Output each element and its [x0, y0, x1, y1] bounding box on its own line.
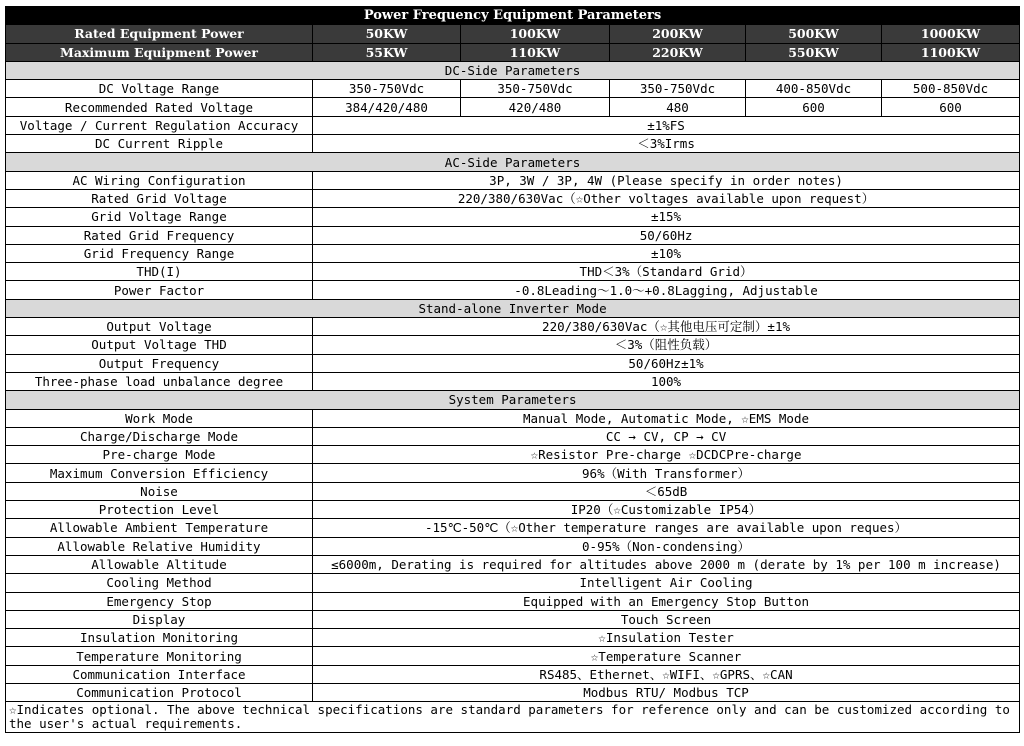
table-row: [6, 80, 1020, 98]
row-label: Grid Frequency Range: [6, 244, 313, 262]
table-row: [6, 574, 1020, 592]
row-label: Pre-charge Mode: [6, 446, 313, 464]
ac-section-header: AC-Side Parameters: [6, 153, 1020, 171]
row-label: Communication Interface: [6, 665, 313, 683]
row-value: ☆Resistor Pre-charge ☆DCDCPre-charge: [313, 446, 1020, 464]
dc-section-row: [6, 61, 1020, 79]
row-label: Communication Protocol: [6, 683, 313, 701]
row-label: Allowable Ambient Temperature: [6, 519, 313, 537]
system-section-header: System Parameters: [6, 391, 1020, 409]
row-label: Work Mode: [6, 409, 313, 427]
dc-section-header: DC-Side Parameters: [6, 61, 1020, 79]
rec-voltage-value: 600: [882, 98, 1020, 116]
max-power-110kw: 110KW: [461, 43, 610, 61]
row-value: 3P, 3W / 3P, 4W (Please specify in order notes): [313, 171, 1020, 189]
dc-voltage-range-label: DC Voltage Range: [6, 80, 313, 98]
dc-voltage-range-value: 350-750Vdc: [313, 80, 461, 98]
table-title: Power Frequency Equipment Parameters: [6, 7, 1020, 25]
rec-voltage-value: 600: [746, 98, 882, 116]
table-row: [6, 116, 1020, 134]
table-row: [6, 501, 1020, 519]
row-label: Allowable Altitude: [6, 555, 313, 573]
table-row: [6, 318, 1020, 336]
row-value: ±15%: [313, 208, 1020, 226]
rated-power-label: Rated Equipment Power: [6, 25, 313, 43]
row-value: THD＜3%（Standard Grid）: [313, 263, 1020, 281]
table-row: [6, 482, 1020, 500]
row-value: Manual Mode, Automatic Mode, ☆EMS Mode: [313, 409, 1020, 427]
rated-power-500kw: 500KW: [746, 25, 882, 43]
table-row: [6, 98, 1020, 116]
row-value: 220/380/630Vac（☆其他电压可定制）±1%: [313, 318, 1020, 336]
table-row: [6, 244, 1020, 262]
dc-voltage-range-value: 350-750Vdc: [610, 80, 746, 98]
accuracy-value: ±1%FS: [313, 116, 1020, 134]
row-label: Allowable Relative Humidity: [6, 537, 313, 555]
row-label: Output Voltage: [6, 318, 313, 336]
accuracy-label: Voltage / Current Regulation Accuracy: [6, 116, 313, 134]
system-section-row: [6, 391, 1020, 409]
row-label: Rated Grid Voltage: [6, 189, 313, 207]
table-row: [6, 665, 1020, 683]
row-label: Protection Level: [6, 501, 313, 519]
table-row: [6, 336, 1020, 354]
row-value: Modbus RTU/ Modbus TCP: [313, 683, 1020, 701]
row-value: ☆Insulation Tester: [313, 629, 1020, 647]
row-value: ±10%: [313, 244, 1020, 262]
table-row: [6, 189, 1020, 207]
row-label: THD(I): [6, 263, 313, 281]
table-row: [6, 409, 1020, 427]
row-label: Cooling Method: [6, 574, 313, 592]
footnote: ☆Indicates optional. The above technical specifications are standard parameters for reference only and can be customized according to the user's actual requirements.: [6, 702, 1020, 733]
table-row: [6, 683, 1020, 701]
rated-power-50kw: 50KW: [313, 25, 461, 43]
row-label: Charge/Discharge Mode: [6, 427, 313, 445]
max-power-220kw: 220KW: [610, 43, 746, 61]
row-value: 220/380/630Vac（☆Other voltages available upon request）: [313, 189, 1020, 207]
rated-power-100kw: 100KW: [461, 25, 610, 43]
row-label: Rated Grid Frequency: [6, 226, 313, 244]
table-row: [6, 354, 1020, 372]
row-label: Noise: [6, 482, 313, 500]
table-row: [6, 555, 1020, 573]
ac-section-row: [6, 153, 1020, 171]
row-value: IP20（☆Customizable IP54）: [313, 501, 1020, 519]
table-row: [6, 263, 1020, 281]
row-value: CC → CV, CP → CV: [313, 427, 1020, 445]
table-row: [6, 519, 1020, 537]
row-value: 0-95%（Non-condensing）: [313, 537, 1020, 555]
row-value: 50/60Hz±1%: [313, 354, 1020, 372]
inverter-section-row: [6, 299, 1020, 317]
rec-voltage-value: 384/420/480: [313, 98, 461, 116]
table-row: [6, 592, 1020, 610]
title-row: [6, 7, 1020, 25]
parameters-table: [5, 6, 1020, 733]
row-label: AC Wiring Configuration: [6, 171, 313, 189]
row-value: ≤6000m, Derating is required for altitudes above 2000 m (derate by 1% per 100 m increase): [313, 555, 1020, 573]
row-value: 100%: [313, 372, 1020, 390]
row-value: Touch Screen: [313, 610, 1020, 628]
row-label: Output Voltage THD: [6, 336, 313, 354]
max-power-label: Maximum Equipment Power: [6, 43, 313, 61]
rec-voltage-value: 480: [610, 98, 746, 116]
table-row: [6, 427, 1020, 445]
row-value: -15℃-50℃（☆Other temperature ranges are available upon reques）: [313, 519, 1020, 537]
dc-voltage-range-value: 350-750Vdc: [461, 80, 610, 98]
inverter-section-header: Stand-alone Inverter Mode: [6, 299, 1020, 317]
row-value: ＜3%（阻性负载）: [313, 336, 1020, 354]
rated-power-200kw: 200KW: [610, 25, 746, 43]
ripple-label: DC Current Ripple: [6, 135, 313, 153]
ripple-value: ＜3%Irms: [313, 135, 1020, 153]
max-power-550kw: 550KW: [746, 43, 882, 61]
table-row: [6, 171, 1020, 189]
table-row: [6, 629, 1020, 647]
table-row: [6, 281, 1020, 299]
row-value: 50/60Hz: [313, 226, 1020, 244]
table-row: [6, 464, 1020, 482]
table-row: [6, 647, 1020, 665]
row-label: Temperature Monitoring: [6, 647, 313, 665]
row-label: Three-phase load unbalance degree: [6, 372, 313, 390]
table-row: [6, 226, 1020, 244]
table-row: [6, 537, 1020, 555]
dc-voltage-range-value: 400-850Vdc: [746, 80, 882, 98]
rec-voltage-value: 420/480: [461, 98, 610, 116]
row-label: Power Factor: [6, 281, 313, 299]
row-label: Maximum Conversion Efficiency: [6, 464, 313, 482]
row-value: ☆Temperature Scanner: [313, 647, 1020, 665]
max-power-row: [6, 43, 1020, 61]
table-row: [6, 208, 1020, 226]
table-row: [6, 446, 1020, 464]
row-value: 96%（With Transformer）: [313, 464, 1020, 482]
row-label: Grid Voltage Range: [6, 208, 313, 226]
table-row: [6, 372, 1020, 390]
rec-voltage-label: Recommended Rated Voltage: [6, 98, 313, 116]
row-value: Intelligent Air Cooling: [313, 574, 1020, 592]
row-value: Equipped with an Emergency Stop Button: [313, 592, 1020, 610]
rated-power-row: [6, 25, 1020, 43]
row-value: RS485、Ethernet、☆WIFI、☆GPRS、☆CAN: [313, 665, 1020, 683]
table-row: [6, 610, 1020, 628]
row-label: Insulation Monitoring: [6, 629, 313, 647]
row-value: ＜65dB: [313, 482, 1020, 500]
dc-voltage-range-value: 500-850Vdc: [882, 80, 1020, 98]
max-power-1100kw: 1100KW: [882, 43, 1020, 61]
footnote-row: [6, 702, 1020, 733]
row-label: Output Frequency: [6, 354, 313, 372]
row-label: Display: [6, 610, 313, 628]
max-power-55kw: 55KW: [313, 43, 461, 61]
row-value: -0.8Leading～1.0～+0.8Lagging, Adjustable: [313, 281, 1020, 299]
row-label: Emergency Stop: [6, 592, 313, 610]
table-row: [6, 135, 1020, 153]
rated-power-1000kw: 1000KW: [882, 25, 1020, 43]
